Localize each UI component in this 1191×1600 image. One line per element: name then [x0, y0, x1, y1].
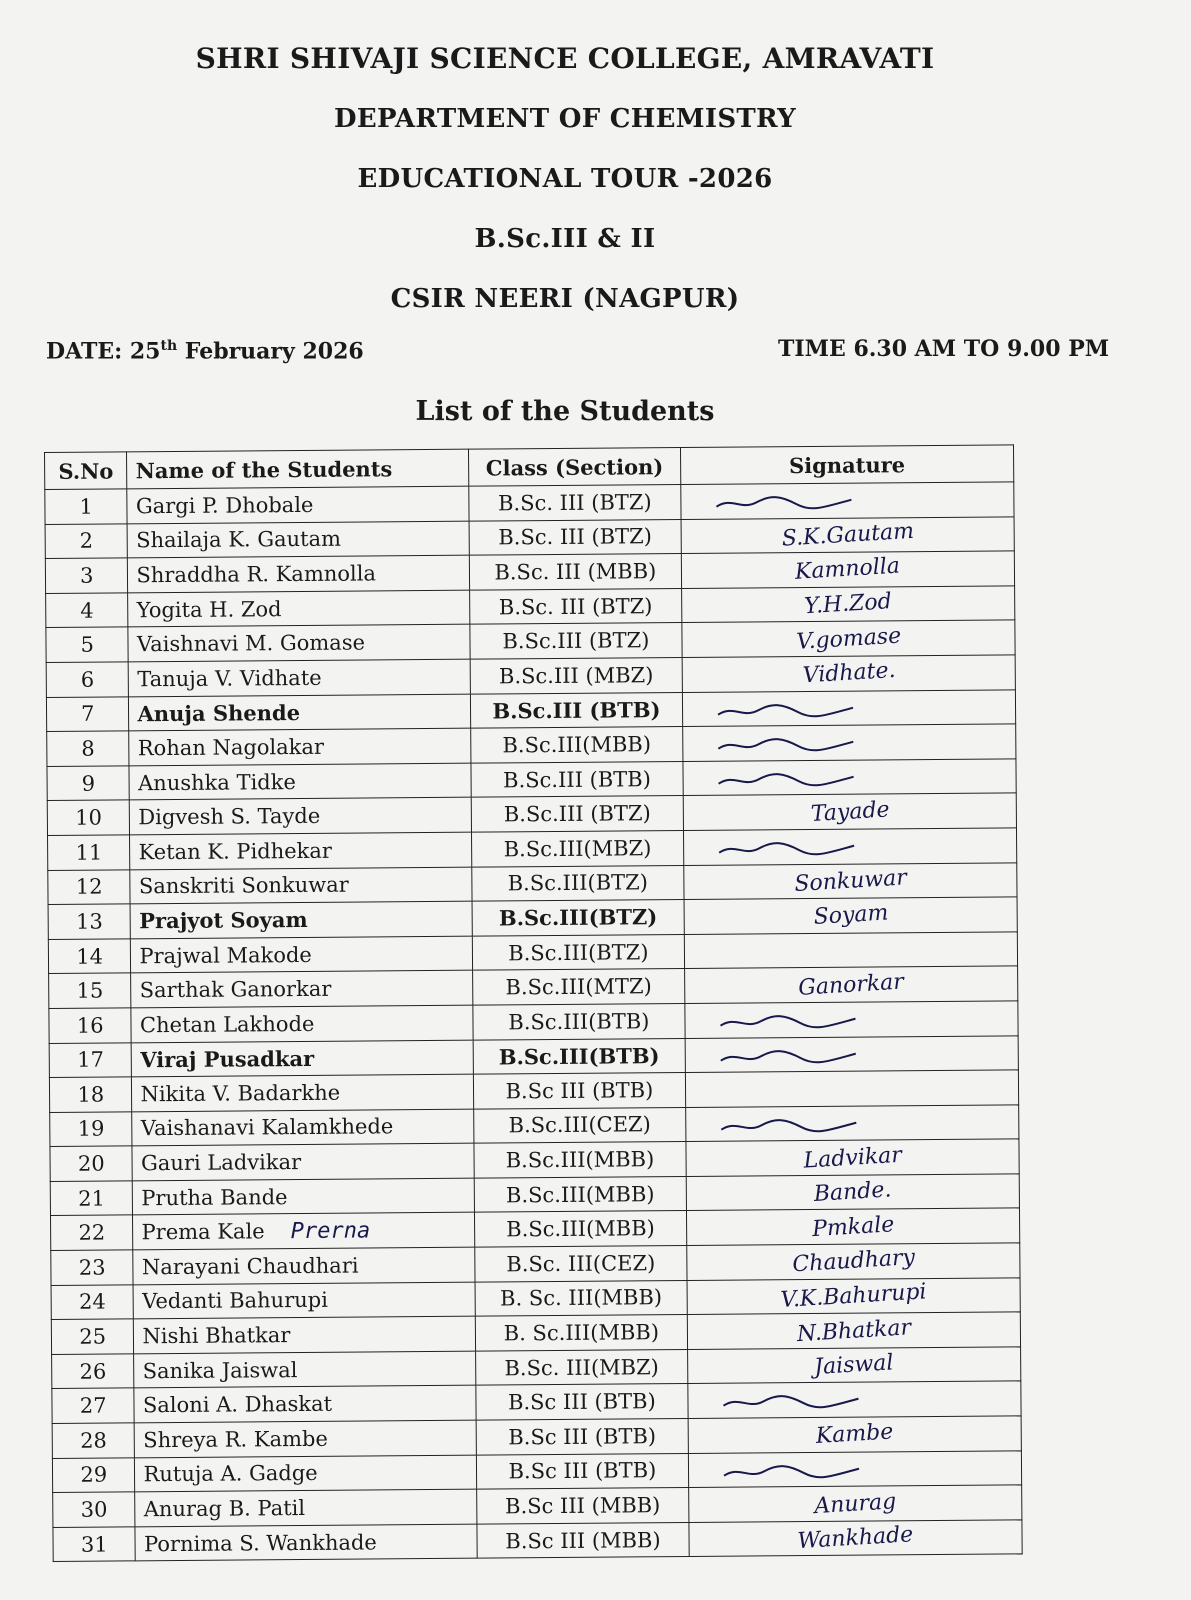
cell-class-section: B.Sc III (MBB) — [477, 1488, 689, 1524]
student-name-text: Sarthak Ganorkar — [139, 976, 332, 1003]
student-name-text: Tanuja V. Vidhate — [137, 665, 322, 692]
handwritten-signature: Sonkuwar — [793, 865, 908, 897]
handwritten-signature: V.gomase — [795, 623, 902, 655]
cell-signature — [682, 689, 1015, 726]
tour-date: DATE: 25th February 2026 — [46, 338, 364, 365]
cell-signature — [684, 897, 1017, 934]
cell-student-name — [131, 901, 473, 938]
student-name-text: Nishi Bhatkar — [142, 1323, 291, 1349]
cell-sno: 17 — [49, 1042, 132, 1077]
cell-student-name — [132, 1143, 474, 1180]
cell-class-section: B.Sc III (MBB) — [477, 1522, 689, 1558]
cell-class-section: B.Sc.III(MBB) — [471, 727, 683, 763]
cell-sno: 26 — [52, 1354, 135, 1389]
handwritten-signature: Pmkale — [811, 1211, 895, 1242]
cell-class-section: B.Sc.III(MBB) — [474, 1176, 686, 1212]
handwritten-signature: Ganorkar — [797, 969, 905, 1001]
handwritten-signature: S.K.Gautam — [780, 518, 915, 552]
cell-student-name — [129, 694, 471, 731]
cell-signature — [684, 932, 1017, 969]
cell-class-section: B.Sc.III(CEZ) — [474, 1107, 686, 1143]
cell-class-section: B.Sc. III (MBB) — [469, 554, 681, 590]
cell-sno: 24 — [51, 1284, 134, 1319]
cell-sno: 6 — [46, 662, 129, 697]
cell-signature — [684, 862, 1017, 899]
cell-class-section: B.Sc.III(MBB) — [474, 1211, 686, 1247]
cell-signature — [685, 1001, 1018, 1038]
cell-sno: 25 — [51, 1319, 134, 1354]
handwritten-signature: Vidhate. — [801, 658, 896, 689]
cell-class-section: B.Sc.III(BTZ) — [472, 900, 684, 936]
cell-student-name — [128, 625, 470, 662]
student-name-text: Anurag B. Patil — [143, 1495, 306, 1522]
signature-scribble — [713, 770, 863, 789]
student-name-text: Chetan Lakhode — [139, 1011, 315, 1037]
cell-sno: 4 — [46, 593, 129, 628]
cell-class-section: B.Sc. III (BTZ) — [469, 519, 681, 555]
student-name-text: Prema Kale — [141, 1219, 265, 1245]
student-name-text: Vaishnavi M. Gomase — [136, 630, 366, 657]
signature-scribble — [711, 494, 861, 513]
cell-signature — [688, 1381, 1021, 1418]
cell-student-name — [135, 1524, 477, 1561]
cell-student-name — [129, 728, 471, 765]
cell-sno: 5 — [46, 627, 129, 662]
cell-signature — [685, 1070, 1018, 1107]
student-name-text: Anuja Shende — [137, 699, 301, 727]
cell-signature — [688, 1450, 1021, 1487]
cell-class-section: B.Sc.III (BTB) — [471, 761, 683, 797]
column-header-sno: S.No — [45, 452, 128, 490]
cell-sno: 30 — [53, 1492, 136, 1527]
table-body — [45, 482, 1022, 1562]
cell-signature — [681, 482, 1014, 519]
cell-sno: 9 — [47, 766, 130, 801]
student-name-text: Saloni A. Dhaskat — [142, 1392, 333, 1418]
handwritten-signature: Wankhade — [796, 1522, 915, 1555]
cell-signature — [683, 793, 1016, 830]
handwritten-annotation: Prerna — [290, 1218, 371, 1244]
cell-student-name — [131, 1005, 473, 1042]
cell-sno: 27 — [52, 1388, 135, 1423]
cell-class-section: B.Sc.III(MBB) — [474, 1142, 686, 1178]
student-name-text: Ketan K. Pidhekar — [138, 838, 332, 865]
cell-sno: 7 — [46, 696, 129, 731]
signature-scribble — [714, 840, 864, 859]
cell-class-section: B.Sc.III(BTB) — [473, 1003, 685, 1039]
signature-scribble — [713, 701, 863, 720]
handwritten-signature: Bande. — [813, 1177, 893, 1208]
cell-signature — [686, 1208, 1019, 1245]
cell-signature — [683, 724, 1016, 761]
signature-scribble — [719, 1462, 869, 1481]
cell-class-section: B. Sc. III(MBB) — [475, 1280, 687, 1316]
cell-signature — [687, 1278, 1020, 1315]
student-name-text: Gargi P. Dhobale — [135, 492, 314, 519]
cell-signature — [686, 1105, 1019, 1142]
cell-student-name — [135, 1420, 477, 1457]
cell-class-section: B.Sc. III (BTZ) — [469, 485, 681, 521]
cell-sno: 31 — [53, 1527, 136, 1562]
cell-sno: 15 — [49, 973, 132, 1008]
cell-student-name — [134, 1316, 476, 1353]
cell-class-section: B.Sc III (BTB) — [476, 1453, 688, 1489]
student-name-text: Digvesh S. Tayde — [138, 803, 321, 830]
cell-class-section: B.Sc.III(MTZ) — [473, 969, 685, 1005]
student-name-text: Gauri Ladvikar — [140, 1150, 302, 1176]
handwritten-signature: Anurag — [813, 1488, 897, 1519]
cell-signature — [682, 655, 1015, 692]
cell-sno: 10 — [47, 800, 130, 835]
student-name-text: Pornima S. Wankhade — [143, 1530, 377, 1556]
cell-student-name — [128, 555, 470, 592]
student-name-text: Rutuja A. Gadge — [143, 1461, 318, 1487]
cell-student-name — [133, 1178, 475, 1215]
table-row — [53, 1520, 1022, 1562]
cell-sno: 16 — [49, 1008, 132, 1043]
student-name-text: Anushka Tidke — [137, 769, 296, 795]
cell-class-section: B.Sc.III (BTB) — [470, 692, 682, 728]
cell-sno: 28 — [52, 1423, 135, 1458]
student-name-text: Sanika Jaiswal — [142, 1357, 298, 1383]
department-name: DEPARTMENT OF CHEMISTRY — [333, 104, 797, 134]
cell-class-section: B.Sc.III (BTZ) — [471, 796, 683, 832]
cell-sno: 29 — [52, 1457, 135, 1492]
cell-sno: 23 — [51, 1250, 134, 1285]
cell-sno: 19 — [50, 1112, 133, 1147]
cell-signature — [689, 1520, 1022, 1557]
student-name-text: Shreya R. Kambe — [143, 1426, 328, 1453]
cell-student-name — [134, 1351, 476, 1388]
handwritten-signature: Kambe — [815, 1419, 895, 1450]
cell-signature — [688, 1416, 1021, 1453]
signature-scribble — [715, 1012, 865, 1031]
student-name-text: Prajyot Soyam — [139, 907, 308, 934]
student-name-text: Prutha Bande — [141, 1184, 288, 1210]
cell-student-name — [128, 521, 470, 558]
tour-time: TIME 6.30 AM TO 9.00 PM — [778, 336, 1110, 362]
signature-scribble — [716, 1116, 866, 1135]
class-title: B.Sc.III & II — [474, 224, 656, 254]
student-name-text: Narayani Chaudhari — [141, 1253, 359, 1280]
cell-class-section: B.Sc III (BTB) — [473, 1073, 685, 1109]
cell-class-section: B.Sc.III (MBZ) — [470, 657, 682, 693]
signature-scribble — [713, 736, 863, 755]
cell-class-section: B.Sc.III(MBZ) — [471, 830, 683, 866]
cell-signature — [681, 516, 1014, 553]
cell-student-name — [129, 659, 471, 696]
cell-sno: 3 — [45, 558, 128, 593]
handwritten-signature: Jaiswal — [813, 1350, 895, 1381]
cell-signature — [682, 620, 1015, 657]
college-name: SHRI SHIVAJI SCIENCE COLLEGE, AMRAVATI — [195, 42, 935, 75]
student-name-text: Vaishanavi Kalamkhede — [140, 1114, 394, 1141]
student-name-text: Shailaja K. Gautam — [136, 527, 342, 553]
cell-signature — [683, 828, 1016, 865]
cell-signature — [681, 586, 1014, 623]
cell-student-name — [127, 486, 469, 523]
cell-student-name — [134, 1386, 476, 1423]
cell-sno: 14 — [48, 939, 131, 974]
handwritten-signature: Kamnolla — [794, 554, 902, 586]
handwritten-signature: Ladvikar — [802, 1142, 903, 1174]
cell-sno: 1 — [45, 489, 128, 524]
cell-class-section: B.Sc.III(BTZ) — [472, 865, 684, 901]
cell-student-name — [130, 867, 472, 904]
column-header-signature: Signature — [680, 445, 1013, 485]
cell-signature — [681, 551, 1014, 588]
cell-signature — [689, 1485, 1022, 1522]
student-name-text: Viraj Pusadkar — [140, 1045, 315, 1073]
cell-student-name — [132, 1074, 474, 1111]
cell-class-section: B.Sc. III(CEZ) — [475, 1246, 687, 1282]
cell-signature — [687, 1312, 1020, 1349]
cell-signature — [683, 759, 1016, 796]
cell-signature — [687, 1243, 1020, 1280]
cell-student-name — [134, 1282, 476, 1319]
cell-class-section: B.Sc III (BTB) — [476, 1384, 688, 1420]
venue-title: CSIR NEERI (NAGPUR) — [390, 284, 740, 314]
cell-student-name — [131, 970, 473, 1007]
cell-signature — [687, 1347, 1020, 1384]
cell-class-section: B.Sc.III(BTB) — [473, 1038, 685, 1074]
student-name-text: Shraddha R. Kamnolla — [136, 561, 377, 588]
signature-scribble — [718, 1393, 868, 1412]
handwritten-signature: Chaudhary — [791, 1245, 916, 1278]
cell-class-section: B.Sc. III (BTZ) — [470, 588, 682, 624]
handwritten-signature: V.K.Bahurupi — [780, 1279, 928, 1313]
cell-student-name — [131, 936, 473, 973]
cell-sno: 8 — [47, 731, 130, 766]
cell-student-name — [132, 1040, 474, 1077]
cell-student-name — [133, 1247, 475, 1284]
student-list-table — [44, 444, 1023, 1562]
event-title: EDUCATIONAL TOUR -2026 — [357, 164, 773, 194]
cell-sno: 20 — [50, 1146, 133, 1181]
cell-student-name — [129, 763, 471, 800]
column-header-name: Name of the Students — [127, 449, 469, 489]
signature-scribble — [716, 1047, 866, 1066]
student-name-text: Sanskriti Sonkuwar — [138, 872, 349, 899]
student-name-text: Vedanti Bahurupi — [142, 1288, 328, 1314]
student-name-text: Nikita V. Badarkhe — [140, 1080, 341, 1107]
cell-student-name — [130, 797, 472, 834]
cell-signature — [684, 966, 1017, 1003]
cell-signature — [686, 1174, 1019, 1211]
handwritten-signature: Soyam — [812, 900, 889, 931]
cell-student-name — [133, 1213, 475, 1250]
cell-signature — [686, 1139, 1019, 1176]
handwritten-signature: N.Bhatkar — [796, 1314, 912, 1347]
cell-sno: 13 — [48, 904, 131, 939]
cell-sno: 21 — [50, 1181, 133, 1216]
cell-class-section: B.Sc. III(MBZ) — [475, 1349, 687, 1385]
cell-student-name — [135, 1489, 477, 1526]
handwritten-signature: Tayade — [809, 796, 890, 827]
cell-student-name — [130, 832, 472, 869]
cell-sno: 22 — [51, 1215, 134, 1250]
student-name-text: Prajwal Makode — [139, 942, 312, 968]
cell-sno: 2 — [45, 523, 128, 558]
column-header-class: Class (Section) — [468, 448, 680, 487]
cell-class-section: B.Sc.III(BTZ) — [472, 934, 684, 970]
cell-class-section: B.Sc.III (BTZ) — [470, 623, 682, 659]
cell-signature — [685, 1035, 1018, 1072]
list-title: List of the Students — [415, 396, 715, 427]
cell-student-name — [135, 1455, 477, 1492]
cell-student-name — [128, 590, 470, 627]
cell-class-section: B. Sc.III(MBB) — [475, 1315, 687, 1351]
student-name-text: Rohan Nagolakar — [137, 734, 325, 761]
cell-class-section: B.Sc III (BTB) — [476, 1419, 688, 1455]
cell-sno: 11 — [48, 835, 131, 870]
handwritten-signature: Y.H.Zod — [803, 589, 893, 620]
student-name-text: Yogita H. Zod — [136, 596, 282, 622]
cell-sno: 12 — [48, 869, 131, 904]
cell-sno: 18 — [49, 1077, 132, 1112]
cell-student-name — [132, 1109, 474, 1146]
